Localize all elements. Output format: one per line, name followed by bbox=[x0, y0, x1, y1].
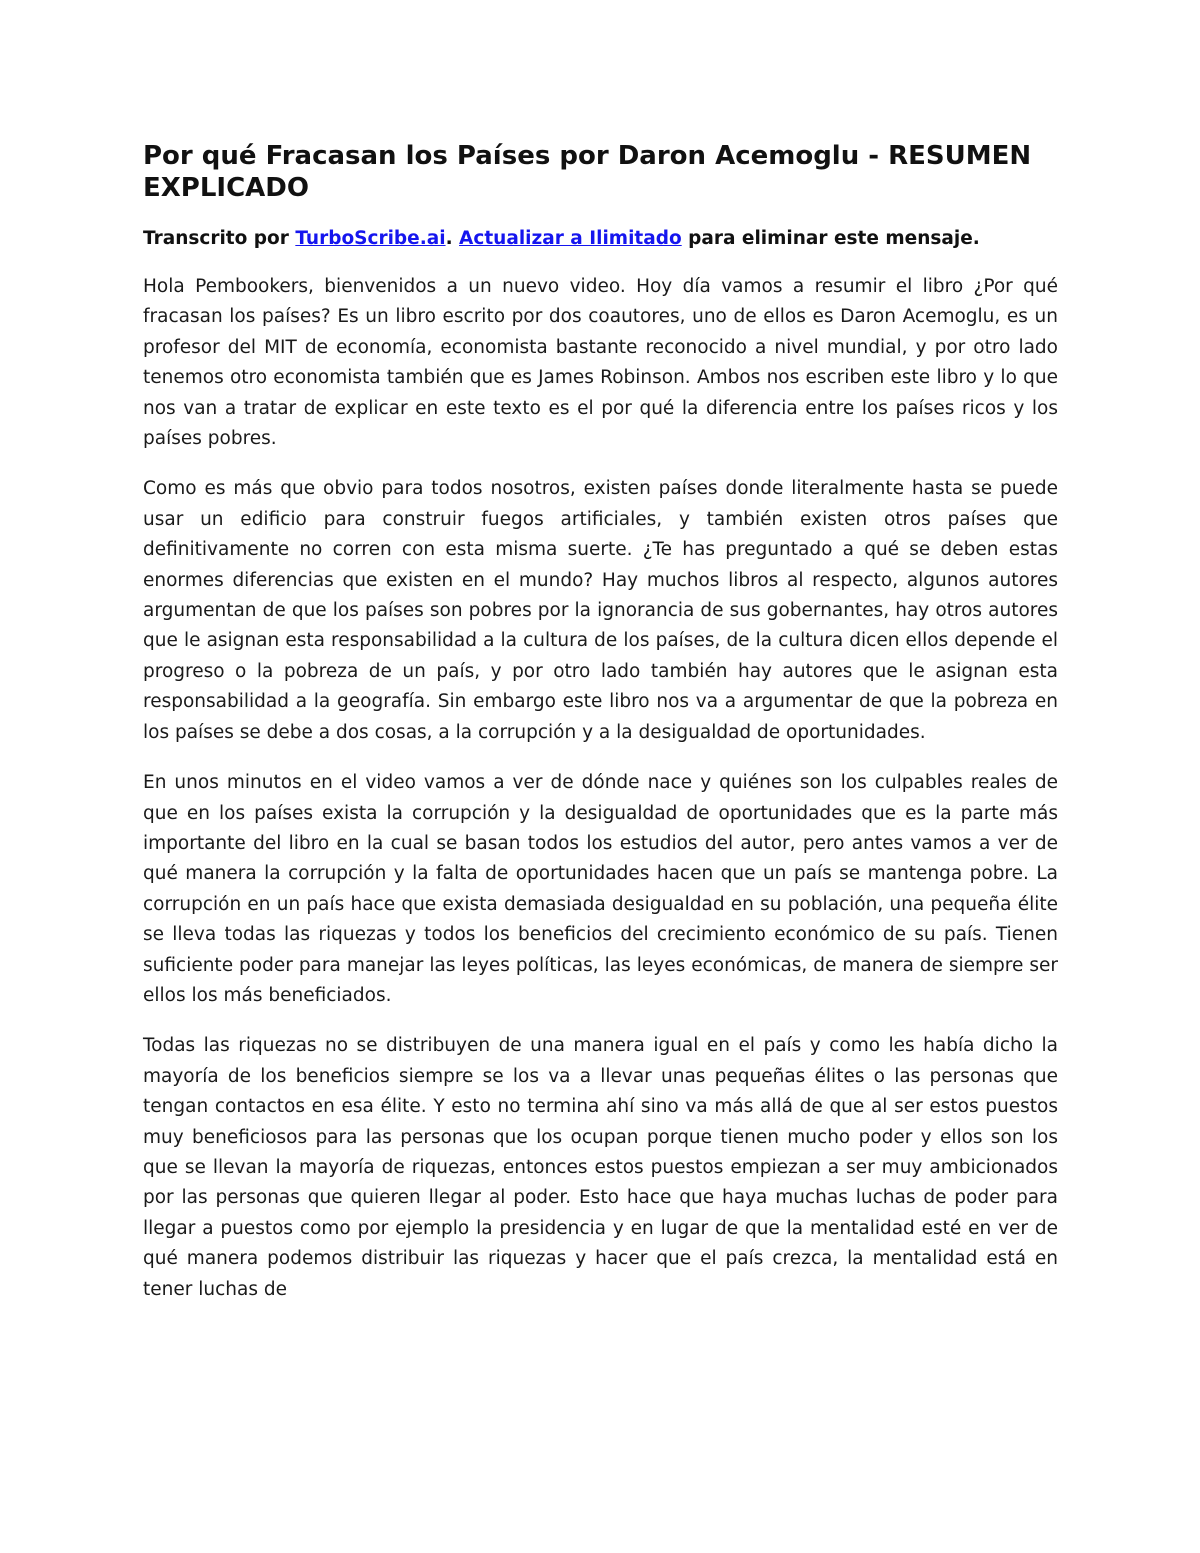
upgrade-unlimited-link[interactable]: Actualizar a Ilimitado bbox=[459, 228, 682, 249]
paragraph: En unos minutos en el video vamos a ver de dónde nace y quiénes son los culpables reales de que en los países exista la corrupción y la desigualdad de oportunidades que es la parte más importante del libro en la cual se basan todos los estudios del autor, pero antes vamos a ver de qué manera la corrupción y la falta de oportunidades hacen que un país se mantenga pobre. La corrupción en un país hace que exista demasiada desigualdad en su población, una pequeña élite se lleva todas las riquezas y todos los beneficios del crecimiento económico de su país. Tienen suficiente poder para manejar las leyes políticas, las leyes económicas, de manera de siempre ser ellos los más beneficiados. bbox=[143, 772, 1058, 1006]
paragraph: Hola Pembookers, bienvenidos a un nuevo video. Hoy día vamos a resumir el libro ¿Por qué fracasan los países? Es un libro escrito por dos coautores, uno de ellos es Daron Acemoglu, es un profesor del MIT de economía, economista bastante reconocido a nivel mundial, y por otro lado tenemos otro economista también que es James Robinson. Ambos nos escriben este libro y lo que nos van a tratar de explicar en este texto es el por qué la diferencia entre los países ricos y los países pobres. bbox=[143, 276, 1058, 450]
transcription-notice bbox=[143, 226, 1058, 252]
document-page bbox=[143, 140, 1058, 1325]
paragraph: Todas las riquezas no se distribuyen de una manera igual en el país y como les había dicho la mayoría de los beneficios siempre se los va a llevar unas pequeñas élites o las personas que tengan contactos en esa élite. Y esto no termina ahí sino va más allá de que al ser estos puestos muy beneficiosos para las personas que los ocupan porque tienen mucho poder y ellos son los que se llevan la mayoría de riquezas, entonces estos puestos empiezan a ser muy ambicionados por las personas que quieren llegar al poder. Esto hace que haya muchas luchas de poder para llegar a puestos como por ejemplo la presidencia y en lugar de que la mentalidad esté en ver de qué manera podemos distribuir las riquezas y hacer que el país crezca, la mentalidad está en tener luchas de bbox=[143, 1035, 1058, 1300]
turboscribe-link[interactable]: TurboScribe.ai bbox=[295, 228, 446, 249]
transcription-suffix: para eliminar este mensaje. bbox=[681, 228, 980, 249]
paragraph: Como es más que obvio para todos nosotros, existen países donde literalmente hasta se puede usar un edificio para construir fuegos artificiales, y también existen otros países que definitivamente no corren con esta misma suerte. ¿Te has preguntado a qué se deben estas enormes diferencias que existen en el mundo? Hay muchos libros al respecto, algunos autores argumentan de que los países son pobres por la ignorancia de sus gobernantes, hay otros autores que le asignan esta responsabilidad a la cultura de los países, de la cultura dicen ellos depende el progreso o la pobreza de un país, y por otro lado también hay autores que le asignan esta responsabilidad a la geografía. Sin embargo este libro nos va a argumentar de que la pobreza en los países se debe a dos cosas, a la corrupción y a la desigualdad de oportunidades. bbox=[143, 478, 1058, 743]
transcription-separator: . bbox=[445, 228, 460, 249]
document-title: Por qué Fracasan los Países por Daron Acemoglu - RESUMEN EXPLICADO bbox=[143, 141, 1032, 203]
transcription-prefix: Transcrito por bbox=[143, 228, 296, 249]
